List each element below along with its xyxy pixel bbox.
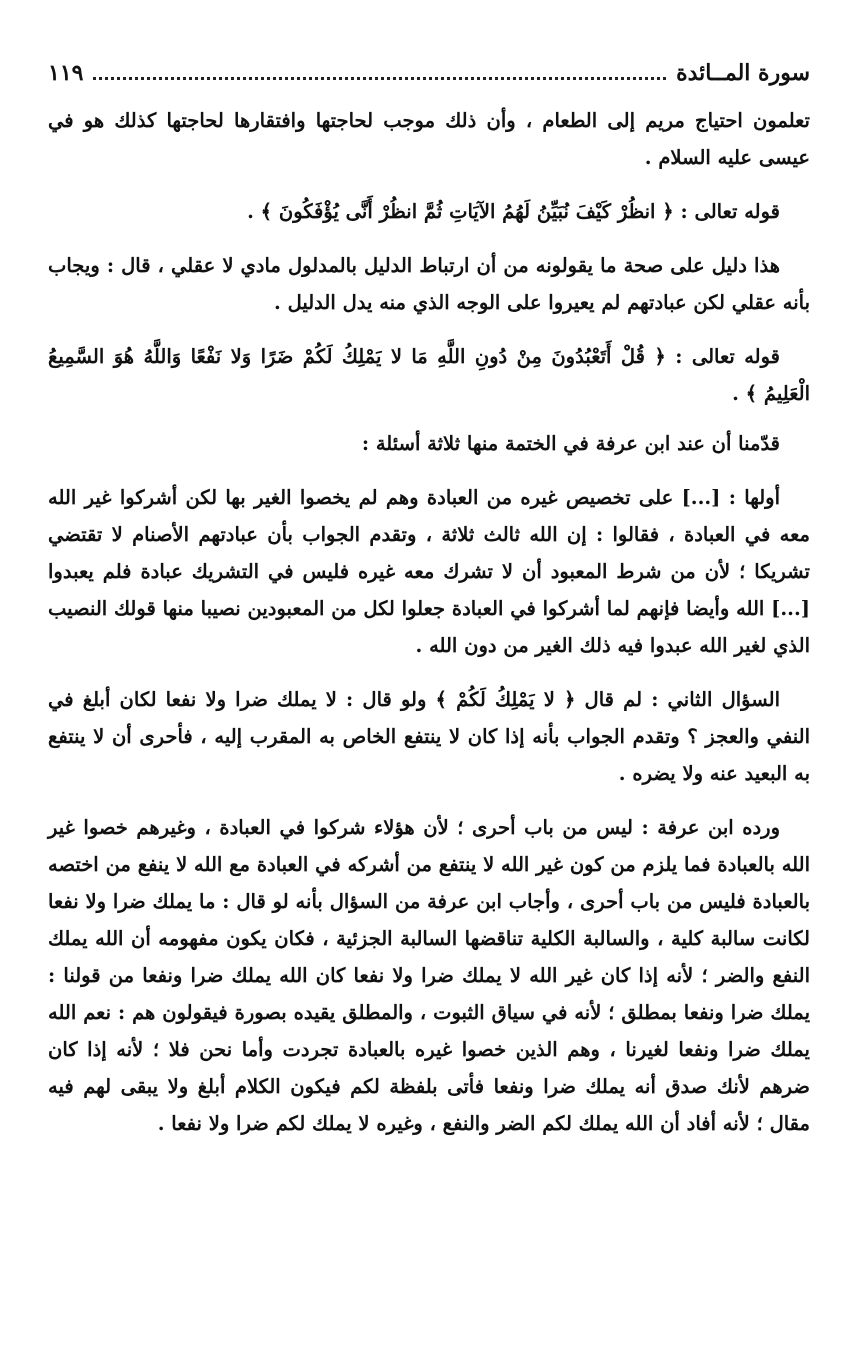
paragraph-question-1: أولها : [...] على تخصيص غيره من العبادة وهم لم يخصوا الغير بها لكن أشركوا غير الله معه في العبادة ، فقالوا : إن الله ثالث ثلاثة ، وتقدم الجواب بأن عبادتهم الأصنام لا تقتضي تشريكا ؛ لأن من شرط المعبود أن لا تشرك معه غيره فليس في التشريك عبادة فلم يعبدوا [...] الله وأيضا فإنهم لما أشركوا في العبادة جعلوا لكل من المعبودين نصيبا منها قولك النصيب الذي لغير الله عبدوا فيه ذلك الغير من دون الله . [48, 486, 810, 657]
paragraph-continuation: تعلمون احتياج مريم إلى الطعام ، وأن ذلك موجب لحاجتها وافتقارها لحاجتها كذلك هو في عيسى عليه السلام . [48, 109, 810, 169]
page-header [48, 60, 810, 94]
surah-title: سورة المــائدة [676, 60, 810, 86]
paragraph-ibn-arafa-reply: ورده ابن عرفة : ليس من باب أحرى ؛ لأن هؤلاء شركوا في العبادة ، وغيرهم خصوا غير الله بالعبادة فما يلزم من كون غير الله لا ينتفع من أشركه في العبادة مع الله لا ينفع من اختصه بالعبادة فليس من باب أحرى ، وأجاب ابن عرفة من السؤال بأنه لو قال : ما يملك ضرا ولا نفعا لكانت سالبة كلية ، والسالبة الكلية تناقضها السالبة الجزئية ، فكان يكون مفهومه أن الله يملك النفع والضر ؛ لأنه إذا كان غير الله لا يملك ضرا ولا نفعا كان الله يملك ضرا ونفعا من قولنا : يملك ضرا ونفعا بمطلق ؛ لأنه في سياق الثبوت ، والمطلق يقيده بصورة فيقولون هم : نعم الله يملك ضرا ونفعا لغيرنا ، وهم الذين خصوا غيره بالعبادة تجردت وأما نحن فلا ؛ لأنه إذا كان ضرهم لأنك صدق أنه يملك ضرا ونفعا فأتى بلفظة لكم فيكون الكلام أبلغ ولا يبقى لهم فيه مقال ؛ لأنه أفاد أن الله يملك لكم الضر والنفع ، وغيره لا يملك لكم ضرا ولا نفعا . [48, 816, 810, 1135]
page-number: ١١٩ [48, 60, 84, 86]
paragraph-questions-intro: قدّمنا أن عند ابن عرفة في الختمة منها ثلاثة أسئلة : [361, 432, 780, 455]
paragraph-commentary-1: هذا دليل على صحة ما يقولونه من أن ارتباط الدليل بالمدلول مادي لا عقلي ، قال : ويجاب بأنه عقلي لكن عبادتهم لم يعيروا على الوجه الذي منه يدل الدليل . [48, 254, 810, 314]
verse-citation-2: قوله تعالى : ﴿ قُلْ أَتَعْبُدُونَ مِنْ دُونِ اللَّهِ مَا لا يَمْلِكُ لَكُمْ ضَرًا وَلا نَفْعًا وَاللَّهُ هُوَ السَّمِيعُ الْعَلِيمُ ﴾ . [48, 345, 810, 405]
header-dotted-leader [93, 77, 666, 80]
verse-citation-1: قوله تعالى : ﴿ انظُرْ كَيْفَ نُبَيِّنُ لَهُمُ الآيَاتِ ثُمَّ انظُرْ أَنَّى يُؤْفَكُونَ ﴾ . [247, 200, 780, 223]
paragraph-question-2: السؤال الثاني : لم قال ﴿ لا يَمْلِكُ لَكُمْ ﴾ ولو قال : لا يملك ضرا ولا نفعا لكان أبلغ في النفي والعجز ؟ وتقدم الجواب بأنه إذا كان لا ينتفع الخاص به المقرب إليه ، فأحرى أن لا ينتفع به البعيد عنه ولا يضره . [48, 688, 810, 785]
